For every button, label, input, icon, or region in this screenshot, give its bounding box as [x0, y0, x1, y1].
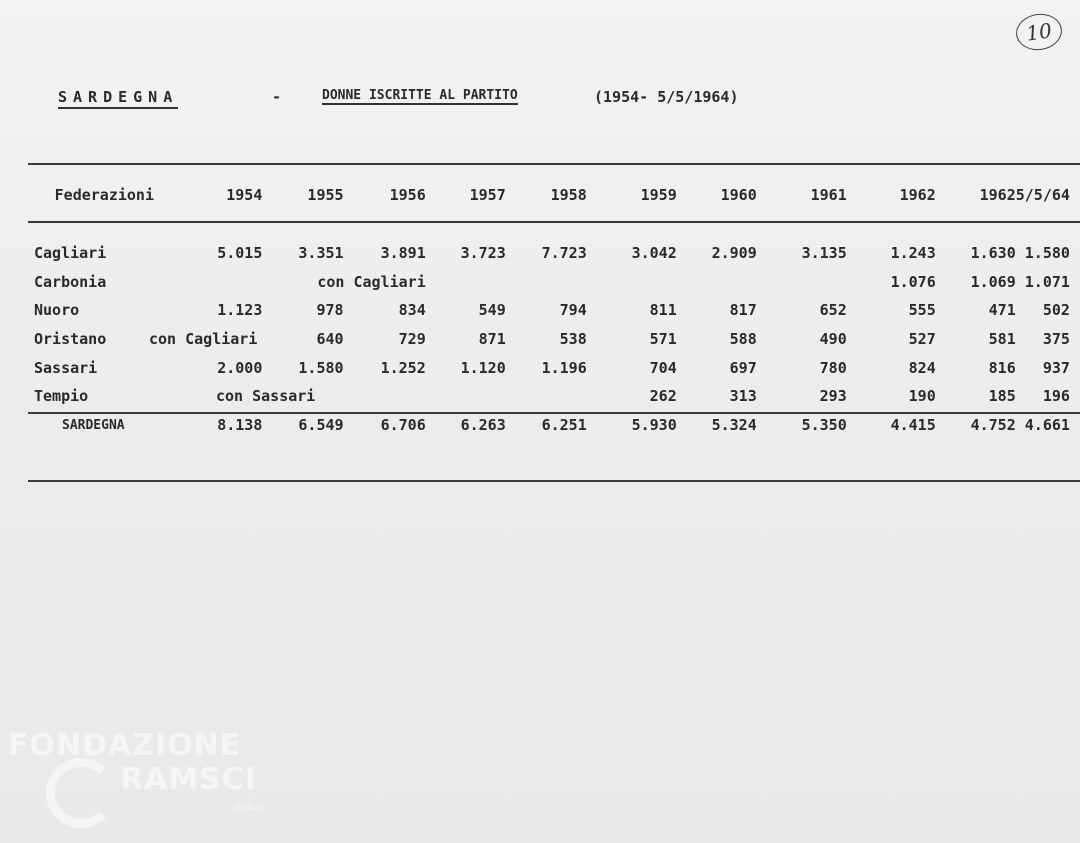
column-header: 1960	[720, 186, 757, 204]
federation-name: Tempio	[34, 387, 89, 406]
table-cell: 490	[819, 330, 847, 349]
table-cell: 937	[1042, 358, 1070, 377]
column-header: 1959	[640, 186, 677, 204]
table-cell: 581	[988, 330, 1016, 349]
table-cell: 5.015	[217, 244, 263, 263]
table-cell: 1.252	[380, 358, 426, 377]
table-top-rule	[28, 163, 1080, 165]
table-cell: 2.909	[711, 244, 757, 263]
table-cell: 555	[908, 301, 936, 320]
table-cell: 571	[649, 330, 677, 349]
column-header: 5/5/64	[1015, 186, 1070, 204]
total-cell: 4.661	[1024, 416, 1070, 435]
column-header: 1957	[469, 186, 506, 204]
table-cell: 780	[819, 358, 847, 377]
table-cell: 375	[1042, 330, 1070, 349]
table-row-sassari	[34, 353, 1070, 382]
table-cell: 811	[649, 301, 677, 320]
table-cell: 817	[729, 301, 757, 320]
table-cell: 697	[729, 358, 757, 377]
title-region: SARDEGNA	[58, 88, 178, 109]
column-header: Federazioni	[54, 186, 154, 204]
federation-name: Sassari	[34, 358, 98, 377]
table-cell: 1.580	[1024, 244, 1070, 263]
total-cell: 5.350	[801, 416, 847, 435]
table-cell: 652	[819, 301, 847, 320]
table-cell: 313	[729, 387, 757, 406]
table-cell: 262	[649, 387, 677, 406]
table-cell: 704	[649, 358, 677, 377]
total-cell: 5.324	[711, 416, 757, 435]
table-cell: 3.351	[298, 244, 344, 263]
total-cell: 8.138	[217, 416, 263, 435]
page-number: 10	[1014, 11, 1065, 53]
table-cell: 1.580	[298, 358, 344, 377]
watermark-line2: RAMSCI	[120, 762, 257, 797]
total-cell: 6.251	[541, 416, 587, 435]
watermark-line1: FONDAZIONE	[8, 728, 242, 763]
column-header: 1961	[810, 186, 847, 204]
column-header: 1958	[550, 186, 587, 204]
table-cell: 1.071	[1024, 272, 1070, 291]
federation-name: Nuoro	[34, 301, 80, 320]
total-cell: 6.549	[298, 416, 344, 435]
table-cell: 3.042	[631, 244, 677, 263]
table-cell: 978	[316, 301, 344, 320]
title-period: (1954- 5/5/1964)	[594, 88, 739, 106]
table-cell: 502	[1042, 301, 1070, 320]
table-cell: 824	[908, 358, 936, 377]
table-row-nuoro	[34, 296, 1070, 325]
document-title	[58, 88, 739, 106]
table-header-row	[34, 180, 1070, 210]
total-cell: 6.263	[460, 416, 506, 435]
table-cell: 1.196	[541, 358, 587, 377]
column-header: 1954	[226, 186, 263, 204]
table-cell: 471	[988, 301, 1016, 320]
members-table	[34, 180, 1070, 440]
total-cell: 4.415	[890, 416, 936, 435]
table-cell: 1.243	[890, 244, 936, 263]
table-cell: 1.120	[460, 358, 506, 377]
table-cell: 816	[988, 358, 1016, 377]
table-cell: 190	[908, 387, 936, 406]
fondazione-gramsci-watermark	[8, 728, 278, 828]
merged-note: con Sassari	[216, 387, 316, 406]
table-cell: 1.076	[890, 272, 936, 291]
table-row-carbonia	[34, 267, 1070, 296]
merged-note: con Cagliari	[317, 272, 426, 291]
table-cell: 1.069	[970, 272, 1016, 291]
table-cell: 293	[819, 387, 847, 406]
federation-name: Cagliari	[34, 244, 107, 263]
watermark-line3: onlus	[234, 800, 264, 813]
table-cell: 1.123	[217, 301, 263, 320]
table-cell: 3.135	[801, 244, 847, 263]
table-cell: 1.630	[970, 244, 1016, 263]
table-cell: 588	[729, 330, 757, 349]
title-dash: -	[272, 88, 282, 106]
table-cell: 871	[478, 330, 506, 349]
table-cell: 538	[559, 330, 587, 349]
table-bottom-rule	[28, 480, 1080, 482]
column-header: 1956	[389, 186, 426, 204]
table-cell: 794	[559, 301, 587, 320]
total-cell: 4.752	[970, 416, 1016, 435]
table-cell: 527	[908, 330, 936, 349]
table-cell: 196	[1042, 387, 1070, 406]
merged-note	[149, 325, 262, 354]
table-cell: 2.000	[217, 358, 263, 377]
total-cell: 6.706	[380, 416, 426, 435]
column-header: 1962	[979, 186, 1016, 204]
federation-name: Oristano	[34, 330, 107, 349]
watermark-g-logo-icon	[46, 758, 116, 828]
table-row-tempio	[34, 382, 1070, 411]
table-cell: 729	[398, 330, 426, 349]
table-cell: 7.723	[541, 244, 587, 263]
federation-name: Carbonia	[34, 272, 107, 291]
table-total-row	[34, 411, 1070, 440]
column-header: 1955	[307, 186, 344, 204]
table-cell: 3.891	[380, 244, 426, 263]
table-cell: 185	[988, 387, 1016, 406]
table-cell: 640	[316, 330, 344, 349]
total-label: SARDEGNA	[62, 417, 125, 433]
merged-note-text: con Cagliari	[149, 330, 258, 349]
column-header: 1962	[899, 186, 936, 204]
table-row-cagliari	[34, 239, 1070, 268]
title-subject: DONNE ISCRITTE AL PARTITO	[322, 88, 518, 103]
table-row-oristano	[34, 325, 1070, 354]
table-cell: 549	[478, 301, 506, 320]
total-cell: 5.930	[631, 416, 677, 435]
table-cell: 3.723	[460, 244, 506, 263]
table-cell: 834	[398, 301, 426, 320]
